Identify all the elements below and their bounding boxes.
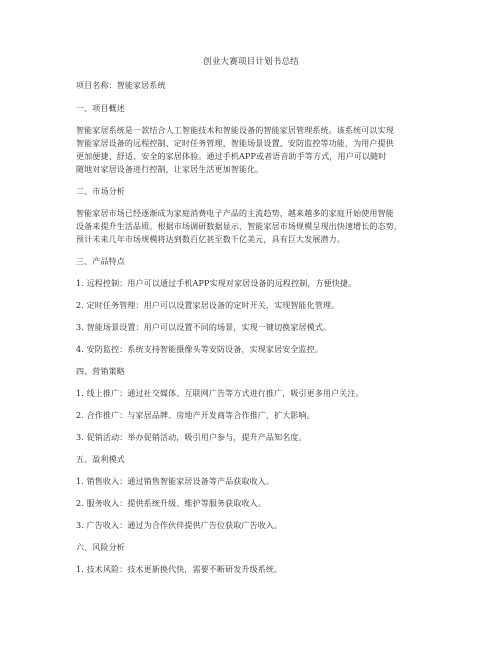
market-line: 智能家居市场已经逐渐成为家庭消费电子产品的主流趋势，越来越多的家庭开始使用智能 xyxy=(76,209,394,218)
section-heading-features: 三、产品特点 xyxy=(76,257,125,266)
marketing-item: 2. 合作推广：与家居品牌、房地产开发商等合作推广，扩大影响。 xyxy=(76,411,315,420)
feature-item: 1. 远程控制：用户可以通过手机APP实现对家居设备的远程控制，方便快捷。 xyxy=(76,279,357,288)
risk-item: 1. 技术风险：技术更新换代快，需要不断研发升级系统。 xyxy=(76,565,283,574)
section-heading-risk: 六、风险分析 xyxy=(76,543,125,552)
profit-item: 3. 广告收入：通过为合作伙伴提供广告位获取广告收入。 xyxy=(76,521,283,530)
marketing-item: 3. 促销活动：举办促销活动，吸引用户参与，提升产品知名度。 xyxy=(76,433,307,442)
profit-item: 2. 服务收入：提供系统升级、维护等服务获取收入。 xyxy=(76,499,266,508)
overview-line: 智能家居设备的远程控制、定时任务管理、智能场景设置、安防监控等功能，为用户提供 xyxy=(76,139,394,148)
feature-item: 2. 定时任务管理：用户可以设置家居设备的定时开关，实现智能化管理。 xyxy=(76,301,340,310)
overview-line: 更加便捷、舒适、安全的家居体验。通过手机APP或者语音助手等方式，用户可以随时 xyxy=(76,152,387,161)
document-title: 创业大赛项目计划书总结 xyxy=(203,57,299,67)
section-heading-overview: 一、项目概述 xyxy=(76,104,125,113)
feature-item: 4. 安防监控：系统支持智能摄像头等安防设备，实现家居安全监控。 xyxy=(76,345,323,354)
market-line: 设备来提升生活品质。根据市场调研数据显示，智能家居市场规模呈现出快速增长的态势， xyxy=(76,222,402,231)
project-name: 项目名称：智能家居系统 xyxy=(76,81,166,90)
section-heading-profit: 五、盈利模式 xyxy=(76,455,125,464)
feature-item: 3. 智能场景设置：用户可以设置不同的场景，实现一键切换家居模式。 xyxy=(76,323,332,332)
profit-item: 1. 销售收入：通过销售智能家居设备等产品获取收入。 xyxy=(76,477,275,486)
overview-line: 智能家居系统是一款结合人工智能技术和智能设备的智能家居管理系统。该系统可以实现 xyxy=(76,126,394,135)
marketing-item: 1. 线上推广：通过社交媒体、互联网广告等方式进行推广，吸引更多用户关注。 xyxy=(76,389,364,398)
market-line: 预计未来几年市场规模将达到数百亿甚至数千亿美元，具有巨大发展潜力。 xyxy=(76,235,345,244)
section-heading-market: 二、市场分析 xyxy=(76,187,125,196)
section-heading-marketing: 四、营销策略 xyxy=(76,367,125,376)
overview-line: 随地对家居设备进行控制，让家居生活更加智能化。 xyxy=(76,165,264,174)
